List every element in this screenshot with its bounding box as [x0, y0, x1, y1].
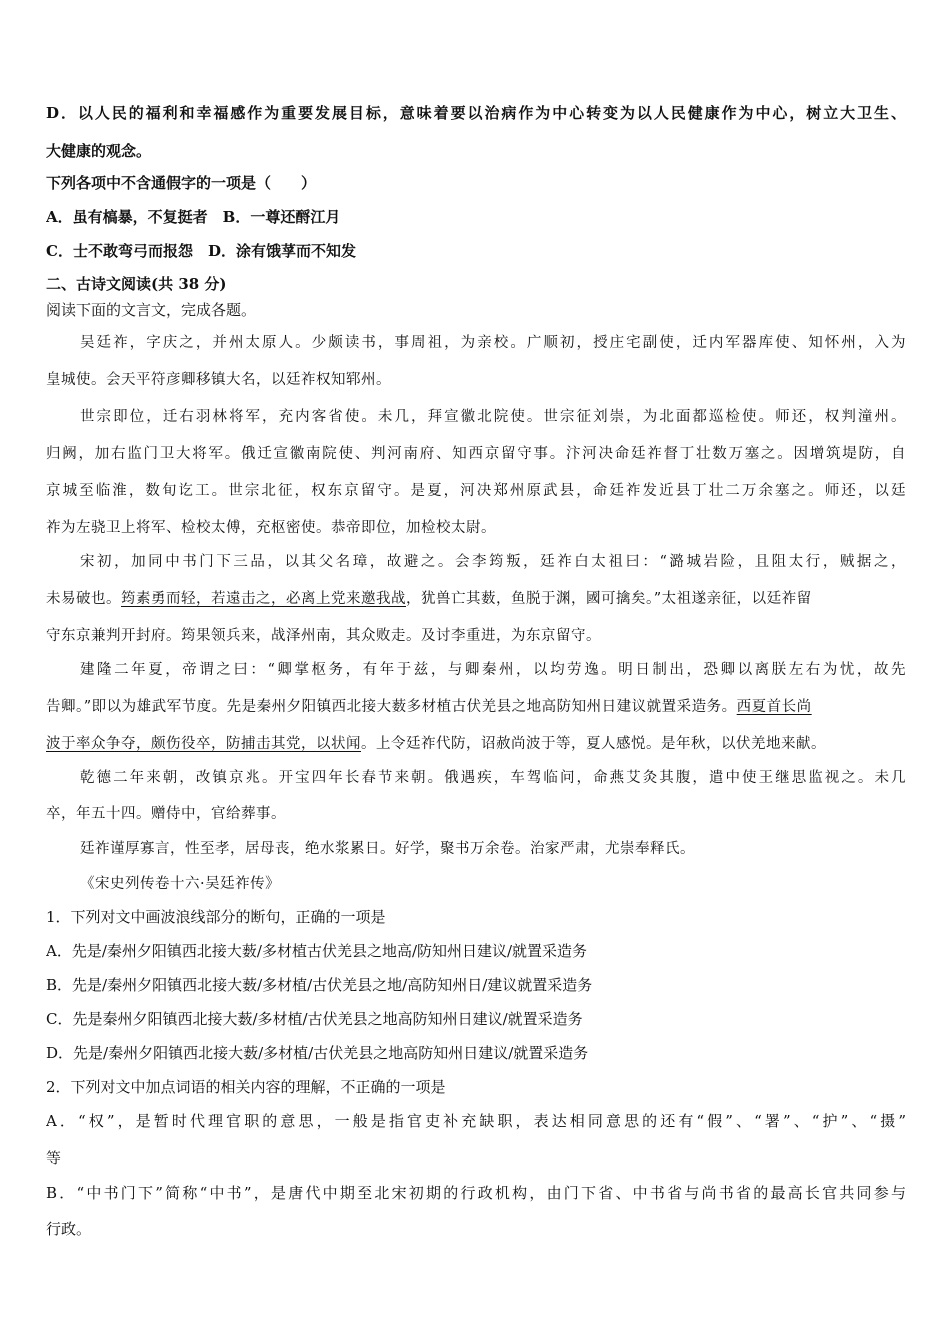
q2-option-a-line1: A．“权”，是暂时代理官职的意思，一般是指官吏补充缺职，表达相同意思的还有“假”、“署”、“护”、“摄”	[46, 1112, 906, 1130]
passage-p4-line2-text-a: 告卿。”即以为雄武军节度。先是秦州夕阳镇西北接大薮多材植古伏羌县之地高防知州日建议就置采造务。	[46, 699, 737, 715]
passage-p3-line3: 守东京兼判开封府。筠果领兵来，战泽州南，其众败走。及讨李重进，为东京留守。	[46, 628, 601, 644]
passage-p3-line2	[46, 589, 906, 609]
underlined-sentence-1: 筠素勇而轻，若遠击之，必离上党来邀我战	[121, 591, 406, 607]
passage-p4-line3	[46, 734, 906, 754]
passage-p2-line2: 归阙，加右监门卫大将军。俄迁宣徽南院使、判河南府、知西京留守事。汴河决命廷祚督丁壮数万塞之。因增筑堤防，自	[46, 446, 906, 462]
underlined-sentence-2-part1: 西夏首长尚	[736, 699, 812, 715]
passage-p5-line2: 卒，年五十四。赠侍中，官给葬事。	[46, 806, 286, 822]
q2-option-b-line2: 行政。	[46, 1220, 92, 1238]
prev-option-d-line2: 大健康的观念。	[46, 142, 152, 160]
passage-p3-line2-text-a: 未易破也。	[46, 591, 121, 607]
q1-option-a: A．先是/秦州夕阳镇西北接大薮/多材植古伏羌县之地高/防知州日建议/就置采造务	[46, 942, 588, 960]
q1-option-c: C．先是秦州夕阳镇西北接大薮/多材植/古伏羌县之地高防知州日建议/就置采造务	[46, 1010, 583, 1028]
passage-p4-line1: 建隆二年夏，帝谓之曰：“卿掌枢务，有年于兹，与卿秦州，以均劳逸。明日制出，恐卿以离朕左右为忧，故先	[80, 662, 906, 678]
q1-stem: 1．下列对文中画波浪线部分的断句，正确的一项是	[46, 908, 386, 926]
q2-option-b-line1: B．“中书门下”简称“中书”，是唐代中期至北宋初期的行政机构，由门下省、中书省与尚书省的最高长官共同参与	[46, 1184, 906, 1202]
passage-p3-line2-text-b: ，犹兽亡其薮，鱼脱于渊，國可擒矣。”太祖遂亲征，以廷祚留	[406, 591, 812, 607]
passage-p3-line1: 宋初，加同中书门下三品，以其父名璋，故避之。会李筠叛，廷祚白太祖曰：“潞城岩险，且阻太行，贼据之，	[80, 554, 906, 570]
passage-p2-line1: 世宗即位，迁右羽林将军，充内客省使。未几，拜宣徽北院使。世宗征刘崇，为北面都巡检使。师还，权判潼州。	[80, 409, 906, 425]
tongjia-options-ab: A．虽有槁暴，不复挺者 B．一尊还酹江月	[46, 208, 341, 226]
section-title: 二、古诗文阅读(共 38 分)	[46, 275, 227, 293]
passage-p1-line2: 皇城使。会天平符彦卿移镇大名，以廷祚权知郓州。	[46, 372, 391, 388]
underlined-sentence-2-part2: 波于率众争夺，颇伤役卒，防捕击其党，以状闻	[46, 736, 361, 752]
q2-stem: 2．下列对文中加点词语的相关内容的理解，不正确的一项是	[46, 1078, 446, 1096]
passage-p4-line3-text-b: 。上令廷祚代防，诏赦尚波于等，夏人感悦。是年秋，以伏羌地来献。	[361, 736, 826, 752]
passage-p4-line2	[46, 697, 906, 717]
q2-option-a-line2: 等	[46, 1149, 62, 1167]
passage-p2-line4: 祚为左骁卫上将军、检校太傅，充枢密使。恭帝即位，加检校太尉。	[46, 520, 496, 536]
passage-p5-line1: 乾德二年来朝，改镇京兆。开宝四年长春节来朝。俄遇疾，车驾临问，命燕艾灸其腹，遣中使王继思监视之。未几	[80, 770, 906, 786]
passage-p2-line3: 京城至临淮，数旬讫工。世宗北征，权东京留守。是夏，河决郑州原武县，命廷祚发近县丁壮二万余塞之。师还，以廷	[46, 483, 906, 499]
section-instruction: 阅读下面的文言文，完成各题。	[46, 301, 257, 319]
q1-option-b: B．先是/秦州夕阳镇西北接大薮/多材植/古伏羌县之地/高防知州日/建议就置采造务	[46, 976, 593, 994]
tongjia-options-cd: C．士不敢弯弓而报怨 D．涂有饿莩而不知发	[46, 242, 356, 260]
tongjia-question-stem: 下列各项中不含通假字的一项是（ ）	[46, 174, 317, 192]
prev-option-d-line1: D．以人民的福利和幸福感作为重要发展目标，意味着要以治病作为中心转变为以人民健康作为中心，树立大卫生、	[46, 104, 906, 122]
q1-option-d: D．先是/秦州夕阳镇西北接大薮/多材植/古伏羌县之地高防知州日建议/就置采造务	[46, 1044, 589, 1062]
passage-p6-line1: 廷祚谨厚寡言，性至孝，居母丧，绝水浆累日。好学，聚书万余卷。治家严肃，尤崇奉释氏。	[80, 841, 695, 857]
passage-source: 《宋史列传卷十六·吴廷祚传》	[80, 876, 281, 892]
passage-p1-line1: 吴廷祚，字庆之，并州太原人。少颇读书，事周祖，为亲校。广顺初，授庄宅副使，迁内军器库使、知怀州，入为	[80, 335, 906, 351]
